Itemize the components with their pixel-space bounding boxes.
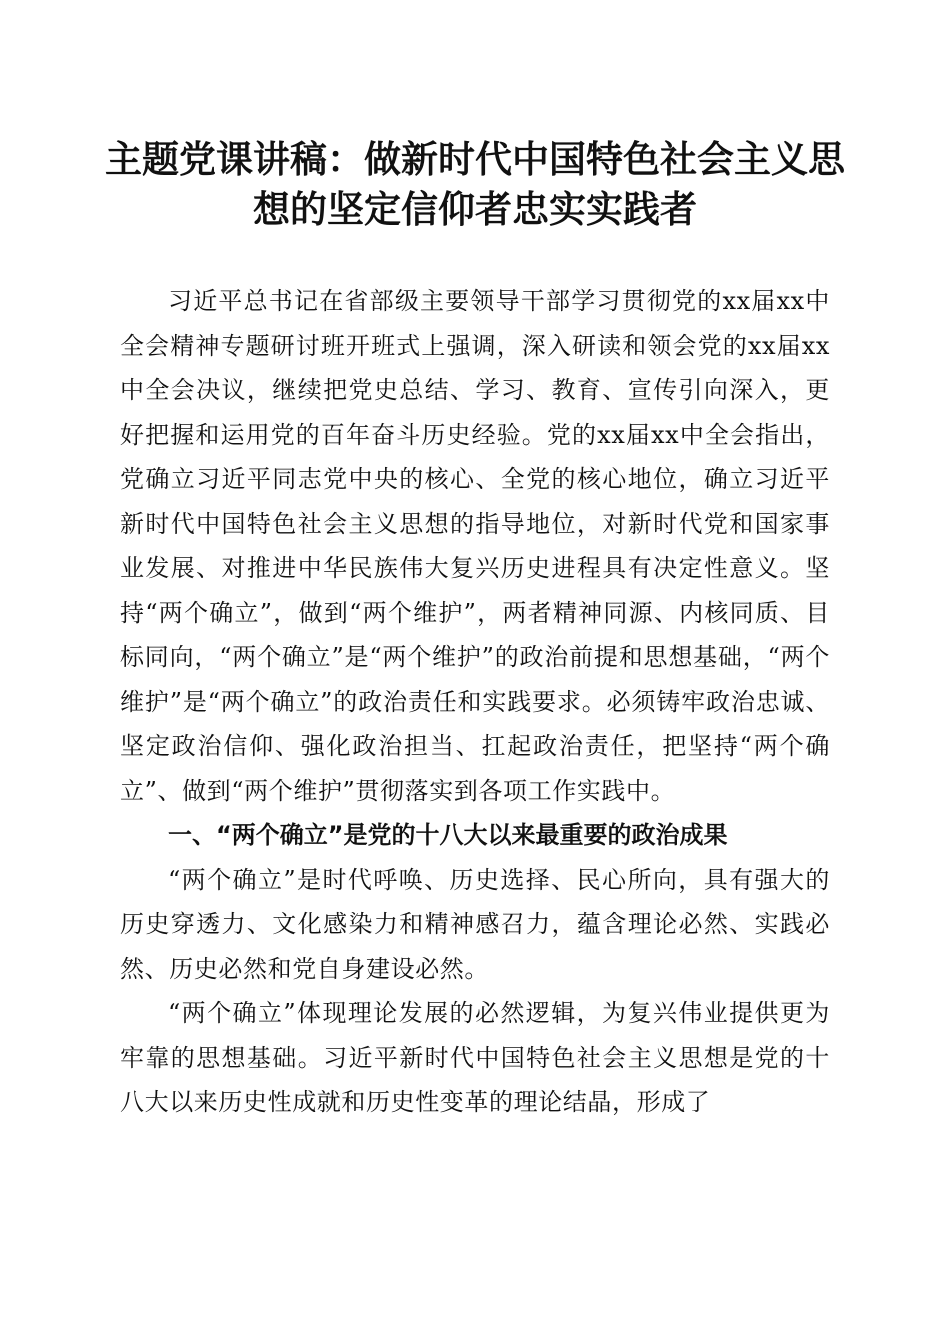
section-1-paragraph-1: “两个确立”是时代呼唤、历史选择、民心所向，具有强大的历史穿透力、文化感染力和精神感召力，蕴含理论必然、实践必然、历史必然和党自身建设必然。 [120, 865, 830, 983]
title-line-2: 想的坚定信仰者忠实实践者 [253, 187, 697, 231]
title-line-1: 主题党课讲稿：做新时代中国特色社会主义思 [105, 137, 845, 181]
document-body [120, 279, 830, 1125]
document-title [100, 134, 850, 234]
section-heading-1: 一、“两个确立”是党的十八大以来最重要的政治成果 [168, 821, 728, 849]
section-1-paragraph-2: “两个确立”体现理论发展的必然逻辑，为复兴伟业提供更为牢靠的思想基础。习近平新时代中国特色社会主义思想是党的十八大以来历史性成就和历史性变革的理论结晶，形成了 [120, 999, 830, 1116]
intro-paragraph: 习近平总书记在省部级主要领导干部学习贯彻党的xx届xx中全会精神专题研讨班开班式上强调，深入研读和领会党的xx届xx中全会决议，继续把党史总结、学习、教育、宣传引向深入，更好把握和运用党的百年奋斗历史经验。党的xx届xx中全会指出，党确立习近平同志党中央的核心、全党的核心地位，确立习近平新时代中国特色社会主义思想的指导地位，对新时代党和国家事业发展、对推进中华民族伟大复兴历史进程具有决定性意义。坚持“两个确立”，做到“两个维护”，两者精神同源、内核同质、目标同向，“两个确立”是“两个维护”的政治前提和思想基础，“两个维护”是“两个确立”的政治责任和实践要求。必须铸牢政治忠诚、坚定政治信仰、强化政治担当、扛起政治责任，把坚持“两个确立”、做到“两个维护”贯彻落实到各项工作实践中。 [120, 287, 830, 805]
